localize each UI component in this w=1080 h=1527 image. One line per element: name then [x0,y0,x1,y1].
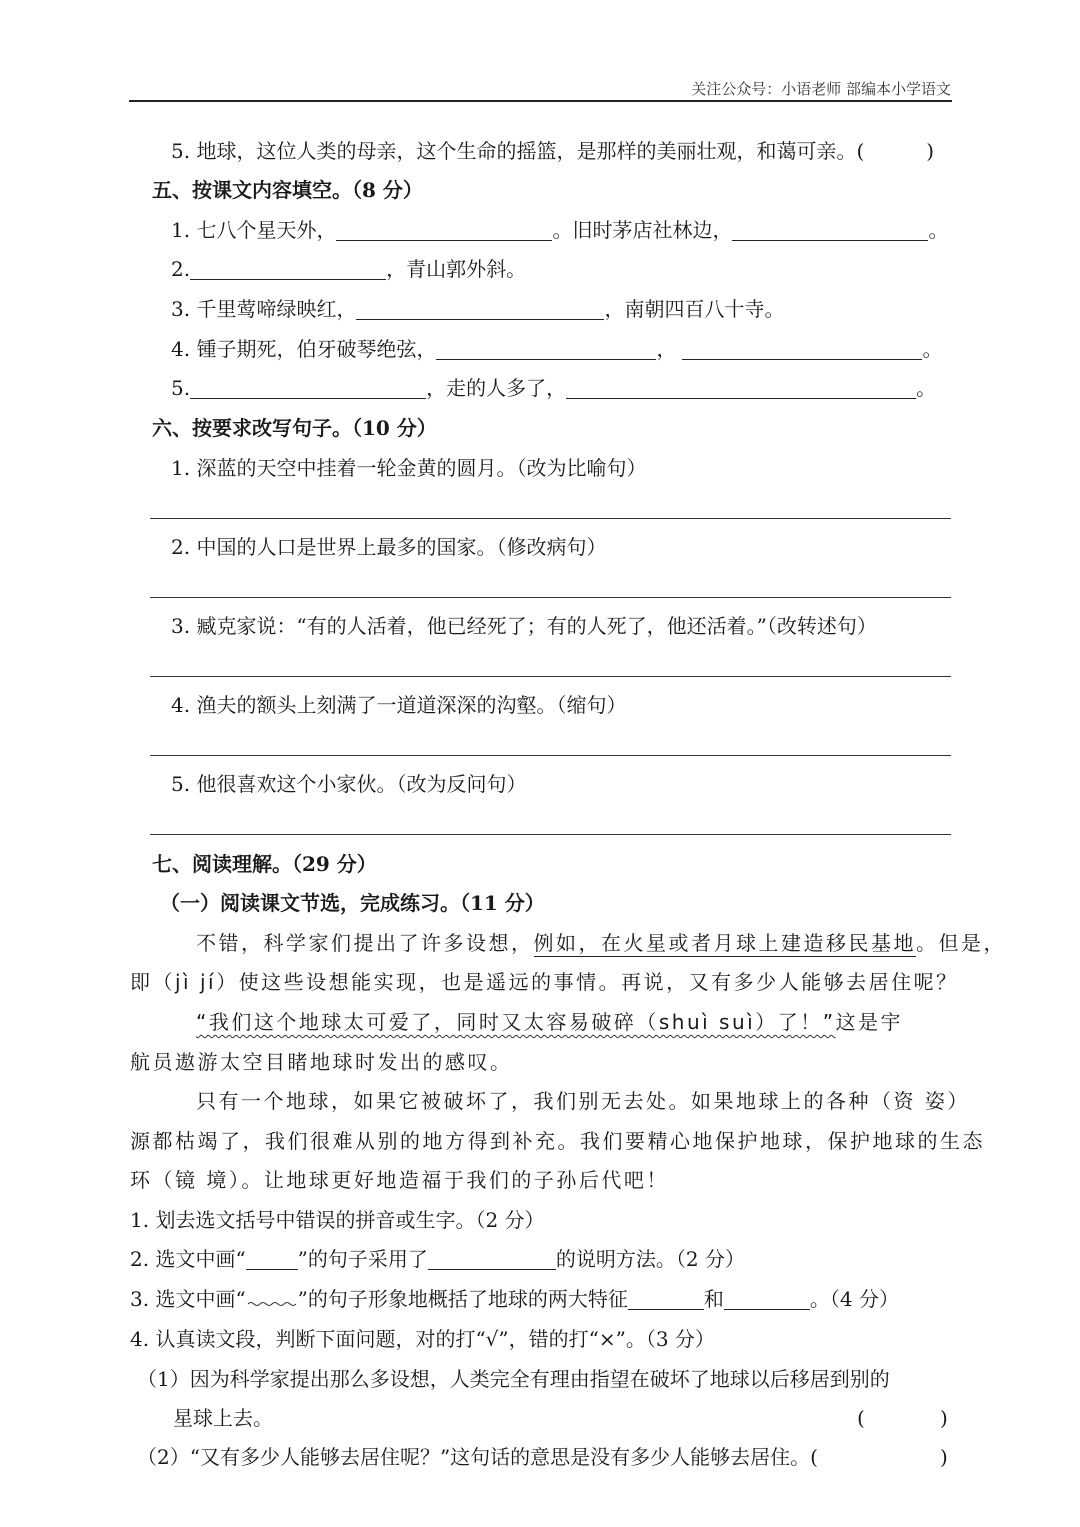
answer-blank[interactable] [190,259,386,280]
reading-question-3 [130,1286,899,1312]
fill-item-4-text-a: 4. 锺子期死，伯牙破琴绝弦， [171,337,437,361]
section-7-title: 七、阅读理解。（29 分） [152,852,377,876]
reading-question-1: 1. 划去选文括号中错误的拼音或生字。（2 分） [130,1208,545,1232]
reading-question-2-text-c: 的说明方法。（2 分） [555,1247,745,1271]
reading-question-3-text-c: 和 [703,1287,724,1311]
judge-item-5-text: 5. 地球，这位人类的母亲，这个生命的摇篮，是那样的美丽壮观，和蔼可亲。( [171,139,865,163]
passage-p1-line1 [196,930,1006,956]
fill-item-5-text-b: ，走的人多了， [426,376,567,400]
answer-blank[interactable] [724,1289,810,1310]
answer-blank[interactable] [566,378,916,399]
section-5-title: 五、按课文内容填空。（8 分） [152,178,423,202]
reading-question-3-text-d: 。（4 分） [809,1287,899,1311]
fill-item-4-text-b: ， [656,337,677,361]
passage-p2-line1 [196,1009,903,1035]
answer-blank[interactable] [436,339,656,360]
judge-item-5 [171,138,934,164]
section-6-title: 六、按要求改写句子。（10 分） [152,416,437,440]
judge-subitem-1-line1: （1）因为科学家提出那么多设想，人类完全有理由指望在破坏了地球以后移居到别的 [137,1367,890,1391]
judge-subitem-1-paren-open[interactable]: ( [857,1406,865,1430]
reading-question-2-text-a: 2. 选文中画“ [130,1247,246,1271]
fill-item-3 [171,296,784,322]
answer-blank[interactable] [428,1249,556,1270]
judge-subitem-1-line2: 星球上去。 [173,1406,273,1430]
rewrite-item-5: 5. 他很喜欢这个小家伙。（改为反问句） [171,772,527,796]
judge-subitem-2-paren-close: ) [940,1445,948,1469]
reading-question-2 [130,1246,745,1272]
fill-item-2 [171,256,526,282]
passage-p3-line2: 源都枯竭了，我们很难从别的地方得到补充。我们要精心地保护地球，保护地球的生态 [130,1129,985,1153]
passage-text: 不错，科学家们提出了许多设想， [196,931,534,955]
header-text: 关注公众号：小语老师 部编本小学语文 [691,80,951,98]
rewrite-item-1: 1. 深蓝的天空中挂着一轮金黄的圆月。（改为比喻句） [171,456,647,480]
fill-item-1-text-b: 。旧时茅店社林边， [552,218,733,242]
underlined-sentence: 例如，在火星或者月球上建造移民基地 [533,931,916,955]
judge-subitem-1-paren-close: ) [940,1406,948,1430]
wavy-line-sample [246,1290,298,1310]
answer-blank[interactable] [732,220,928,241]
wavy-underlined-sentence: “我们这个地球太可爱了，同时又太容易破碎（shuì suì）了！” [196,1010,836,1034]
fill-item-2-text-b: ，青山郭外斜。 [386,257,527,281]
fill-item-2-text-a: 2. [171,257,191,281]
rewrite-item-3: 3. 臧克家说：“有的人活着，他已经死了；有的人死了，他还活着。”（改转述句） [171,614,877,638]
fill-item-4-text-c: 。 [922,337,943,361]
answer-blank[interactable] [336,220,552,241]
answer-blank[interactable] [628,1289,704,1310]
reading-question-3-text-b: ”的句子形象地概括了地球的两大特征 [297,1287,628,1311]
fill-item-5-text-a: 5. [171,376,191,400]
answer-blank[interactable] [190,378,426,399]
rewrite-item-2: 2. 中国的人口是世界上最多的国家。（修改病句） [171,535,607,559]
fill-item-1-text-a: 1. 七八个星天外， [171,218,337,242]
reading-question-4: 4. 认真读文段，判断下面问题，对的打“√”，错的打“×”。（3 分） [130,1327,715,1351]
judge-subitem-2: （2）“又有多少人能够去居住呢？”这句话的意思是没有多少人能够去居住。( [137,1445,818,1469]
passage-p2-line2: 航员遨游太空目睹地球时发出的感叹。 [130,1050,513,1074]
passage-p3-line1: 只有一个地球，如果它被破坏了，我们别无去处。如果地球上的各种（资 姿） [196,1089,970,1113]
fill-item-1-text-c: 。 [928,218,949,242]
passage-p1-line2: 即（jì jí）使这些设想能实现，也是遥远的事情。再说，又有多少人能够去居住呢？ [130,970,959,994]
judge-item-5-close: ) [926,139,935,163]
reading-question-3-text-a: 3. 选文中画“ [130,1287,246,1311]
passage-text: 。但是， [916,931,1006,955]
fill-item-3-text-a: 3. 千里莺啼绿映红， [171,297,357,321]
fill-item-3-text-b: ，南朝四百八十寺。 [604,297,785,321]
answer-blank[interactable] [356,299,604,320]
straight-line-sample [246,1255,298,1270]
answer-line[interactable] [150,597,951,598]
fill-item-1 [171,217,948,243]
passage-text: 这是宇 [835,1010,904,1034]
fill-item-5-text-c: 。 [916,376,937,400]
section-7-subtitle: （一）阅读课文节选，完成练习。（11 分） [160,891,545,915]
answer-blank[interactable] [682,339,922,360]
answer-line[interactable] [150,676,951,677]
header-rule [129,100,952,102]
fill-item-5 [171,375,936,401]
rewrite-item-4: 4. 渔夫的额头上刻满了一道道深深的沟壑。（缩句） [171,693,627,717]
answer-line[interactable] [150,755,951,756]
passage-p3-line3: 环（镜 境）。让地球更好地造福于我们的子孙后代吧！ [130,1168,669,1192]
answer-line[interactable] [150,518,951,519]
answer-line[interactable] [150,834,951,835]
fill-item-4 [171,336,942,362]
reading-question-2-text-b: ”的句子采用了 [297,1247,428,1271]
